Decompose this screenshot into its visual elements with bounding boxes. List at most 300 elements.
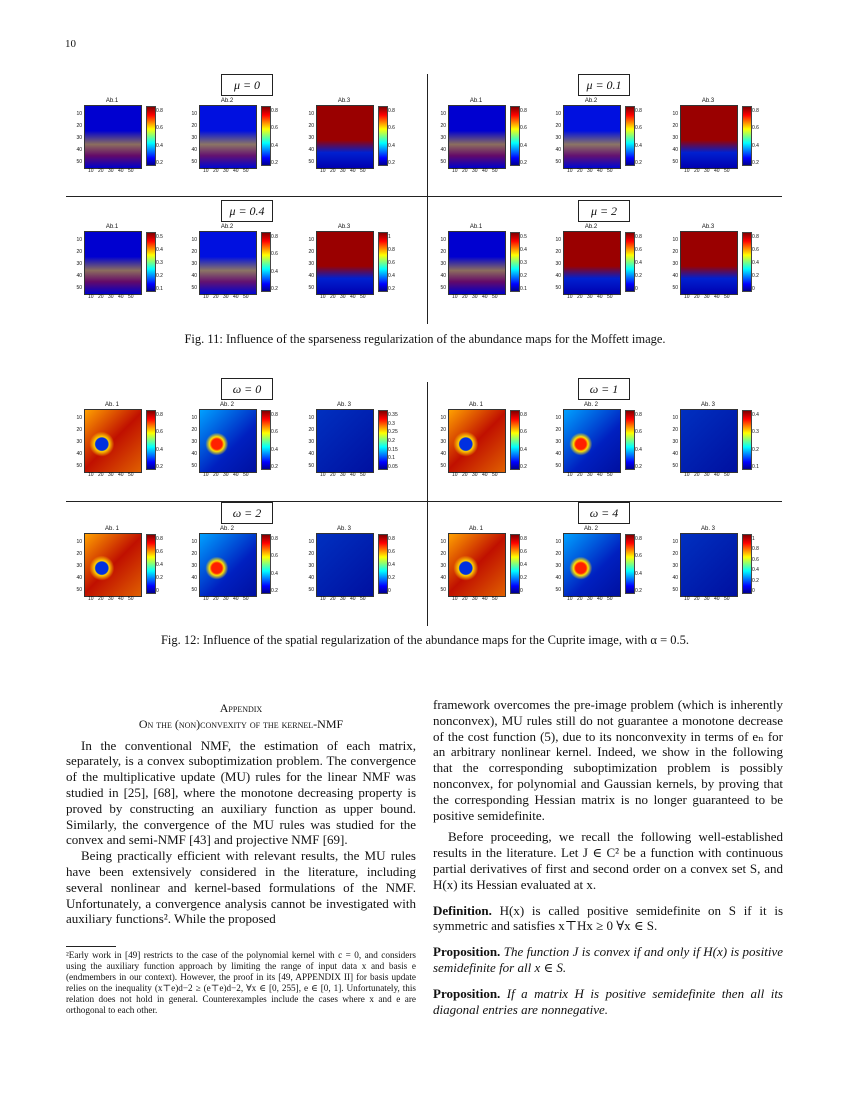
x-tick: 10 [203,596,209,602]
y-tick: 10 [440,111,446,117]
abundance-map [545,224,641,302]
colorbar-tick: 0 [156,588,159,594]
map-label: Ab.2 [220,98,234,104]
colorbar-tick: 0.4 [271,268,278,275]
x-tick: 40 [118,472,124,478]
y-tick: 40 [308,575,314,581]
map-label: Ab.2 [584,98,598,104]
colorbar-tick: 0.6 [635,429,642,436]
y-axis-ticks [302,409,314,471]
y-axis-ticks [549,533,561,595]
map-image [563,533,621,597]
colorbar-tick: 0 [520,588,523,594]
colorbar-ticks [752,534,762,592]
y-tick: 10 [440,237,446,243]
colorbar [146,410,156,470]
x-axis-ticks [680,168,736,174]
x-tick: 30 [340,294,346,300]
colorbar-tick: 0.4 [271,570,278,577]
proposition-2 [433,986,783,1018]
y-tick: 40 [672,147,678,153]
map-label: Ab. 3 [336,526,351,532]
x-tick: 40 [233,596,239,602]
colorbar-tick: 0.2 [388,438,395,444]
map-image [199,409,257,473]
map-label: Ab. 1 [104,526,119,532]
y-axis-ticks [434,409,446,471]
x-tick: 40 [118,294,124,300]
colorbar [378,410,388,470]
colorbar-tick: 0.3 [520,260,527,266]
x-tick: 50 [492,168,498,174]
x-tick: 10 [684,294,690,300]
abundance-map [430,402,526,480]
y-tick: 50 [308,159,314,165]
x-tick: 10 [684,168,690,174]
x-tick: 50 [607,596,613,602]
map-image [316,409,374,473]
colorbar-tick: 0.3 [752,429,759,436]
map-image [448,105,506,169]
proposition-2-body: If a matrix H is positive semidefinite then all its diagonal entries are nonnegative. [433,985,783,1017]
map-image [563,409,621,473]
colorbar-tick: 0.2 [156,464,163,470]
x-tick: 10 [88,168,94,174]
colorbar-tick: 0 [635,286,638,292]
colorbar-tick: 0.4 [156,446,163,453]
footnote-2: ²Early work in [49] restricts to the case of the polynomial kernel with c = 0, and considers using the auxiliary function approach by limiting the range of input data x and basis e (endmembers in our context). However, the proof in its [49, APPENDIX II] for basis update relies on the inequality (x⊤e)d−2 ≥ (e⊤e)d−2, ∀x ∈ [0, 255], e ∈ [0, 1]. Unfortunately, this relation does not hold in general. Counterexamples include the cases where x and e are orthogonal to each other. [66,950,416,1015]
y-tick: 50 [76,285,82,291]
y-axis-ticks [434,105,446,167]
y-tick: 40 [440,147,446,153]
map-image [199,105,257,169]
colorbar-tick: 0.2 [388,286,395,292]
x-tick: 20 [330,472,336,478]
y-tick: 50 [672,285,678,291]
colorbar-tick: 0.2 [520,160,527,166]
colorbar-tick: 0.8 [156,108,163,114]
y-tick: 20 [555,427,561,433]
colorbar-ticks [635,106,645,164]
colorbar-ticks [271,106,281,164]
y-tick: 30 [308,563,314,569]
map-label: Ab. 2 [219,526,234,532]
y-tick: 50 [191,587,197,593]
y-tick: 30 [191,439,197,445]
map-label: Ab.3 [701,224,715,230]
colorbar-tick: 1 [752,536,755,542]
y-tick: 50 [440,285,446,291]
x-tick: 10 [203,294,209,300]
x-tick: 30 [704,596,710,602]
y-tick: 50 [191,285,197,291]
map-image [84,231,142,295]
colorbar-tick: 0.2 [388,575,395,581]
x-tick: 20 [694,294,700,300]
figure-11-caption: Fig. 11: Influence of the sparseness regularization of the abundance maps for the Moffett image. [184,332,666,346]
y-tick: 10 [555,237,561,243]
colorbar-tick: 0.4 [271,142,278,149]
x-tick: 10 [684,472,690,478]
colorbar-tick: 0.5 [520,234,527,240]
colorbar-tick: 0.2 [156,273,163,279]
y-tick: 40 [440,273,446,279]
colorbar-tick: 0.4 [520,142,527,149]
colorbar-tick: 0 [388,588,391,594]
y-tick: 50 [440,463,446,469]
x-tick: 20 [213,596,219,602]
colorbar-ticks [520,534,530,592]
x-tick: 10 [203,168,209,174]
x-axis-ticks [84,294,140,300]
x-tick: 40 [482,472,488,478]
x-tick: 40 [233,168,239,174]
x-tick: 20 [694,472,700,478]
x-tick: 40 [597,168,603,174]
abundance-map [430,224,526,302]
y-tick: 30 [672,261,678,267]
colorbar-tick: 0.2 [156,160,163,166]
colorbar-tick: 0.4 [635,446,642,453]
x-tick: 50 [607,472,613,478]
colorbar-tick: 0.25 [388,429,398,436]
y-axis-ticks [185,105,197,167]
x-tick: 10 [320,472,326,478]
colorbar-tick: 0.6 [520,549,527,555]
x-tick: 30 [704,294,710,300]
y-tick: 30 [555,563,561,569]
x-tick: 50 [360,596,366,602]
colorbar-tick: 0.2 [635,464,642,470]
colorbar-tick: 0.4 [388,273,395,279]
y-tick: 30 [191,563,197,569]
y-tick: 20 [308,551,314,557]
x-axis-ticks [84,168,140,174]
colorbar-tick: 0.1 [752,464,759,470]
x-axis-ticks [680,294,736,300]
figure-12 [66,378,782,628]
colorbar-tick: 0.8 [635,108,642,114]
x-axis-ticks [199,294,255,300]
x-tick: 20 [577,596,583,602]
colorbar-tick: 0.4 [752,567,759,574]
map-label: Ab. 2 [583,526,598,532]
colorbar-tick: 0.4 [635,142,642,149]
map-image [680,533,738,597]
y-tick: 10 [440,539,446,545]
x-tick: 50 [724,168,730,174]
colorbar-tick: 0.6 [635,553,642,560]
panel-title: ω = 2 [221,502,273,524]
x-tick: 30 [587,472,593,478]
y-tick: 50 [672,159,678,165]
y-tick: 20 [672,427,678,433]
y-tick: 30 [191,261,197,267]
y-tick: 30 [440,563,446,569]
abundance-map [545,526,641,604]
y-tick: 50 [555,159,561,165]
x-tick: 10 [320,168,326,174]
colorbar-ticks [635,410,645,468]
page-number: 10 [65,38,76,50]
y-axis-ticks [70,105,82,167]
colorbar-tick: 0.15 [388,446,398,453]
colorbar-ticks [520,410,530,468]
colorbar-tick: 0.2 [520,273,527,279]
abundance-map [181,98,277,176]
y-tick: 30 [76,563,82,569]
colorbar-tick: 0.2 [635,160,642,166]
y-tick: 20 [308,123,314,129]
y-tick: 20 [440,427,446,433]
colorbar-tick: 0.8 [635,412,642,418]
abundance-map [430,526,526,604]
appendix-subtitle: On the (non)convexity of the kernel-NMF [138,716,344,731]
panel-title: μ = 2 [578,200,630,222]
x-tick: 10 [452,472,458,478]
x-tick: 40 [350,168,356,174]
colorbar-tick: 0.4 [520,562,527,568]
map-label: Ab.3 [337,224,351,230]
map-image [316,105,374,169]
x-tick: 50 [128,294,134,300]
abundance-map [181,224,277,302]
x-tick: 30 [223,472,229,478]
x-tick: 30 [108,168,114,174]
colorbar-tick: 0.2 [635,588,642,594]
colorbar [510,410,520,470]
definition-body: H(x) is called positive semidefinite on S if it is symmetric and satisfies x⊤Hx ≥ 0 ∀x ∈ S. [433,902,784,934]
y-tick: 50 [76,587,82,593]
x-tick: 40 [597,472,603,478]
colorbar-tick: 0.8 [156,536,163,542]
y-tick: 40 [191,451,197,457]
map-label: Ab. 2 [583,402,598,408]
colorbar [625,232,635,292]
map-label: Ab.3 [337,98,351,104]
colorbar-ticks [388,106,398,164]
y-axis-ticks [70,409,82,471]
x-tick: 10 [88,294,94,300]
x-tick: 40 [714,294,720,300]
abundance-map [181,526,277,604]
colorbar-tick: 0.6 [635,247,642,253]
y-tick: 10 [555,415,561,421]
x-tick: 40 [714,472,720,478]
left-column [66,701,416,927]
y-tick: 50 [672,463,678,469]
figure-12-caption: Fig. 12: Influence of the spatial regularization of the abundance maps for the Cuprite image, with α = 0.5. [160,633,690,647]
panel-title: μ = 0 [221,74,273,96]
panel-title: ω = 1 [578,378,630,400]
y-tick: 30 [76,135,82,141]
y-tick: 30 [555,135,561,141]
abundance-map [662,526,758,604]
colorbar-tick: 1 [388,234,391,240]
y-tick: 20 [555,249,561,255]
colorbar-tick: 0.8 [388,536,395,542]
abundance-map [298,526,394,604]
panel-title: μ = 0.4 [221,200,273,222]
y-tick: 20 [191,249,197,255]
x-tick: 20 [694,596,700,602]
y-tick: 10 [672,111,678,117]
y-tick: 10 [76,415,82,421]
y-axis-ticks [70,533,82,595]
x-tick: 10 [567,168,573,174]
paragraph-right-1: framework overcomes the pre-image problem (which is inherently nonconvex), MU rules still do not guarantee a monotone decrease of the cost function (5), due to its nonconvexity in terms of eₙ for an arbitrary nonlinear kernel. Indeed, we show in the following that the corresponding suboptimization problem is possibly nonconvex, for polynomial and Gaussian kernels, by proving that the corresponding Hessian matrix is no longer guaranteed to be positive semidefinite. [433,697,783,823]
x-tick: 50 [607,294,613,300]
y-tick: 30 [672,563,678,569]
y-tick: 40 [308,147,314,153]
y-tick: 40 [555,273,561,279]
y-tick: 30 [308,261,314,267]
x-tick: 10 [452,168,458,174]
x-tick: 40 [482,294,488,300]
colorbar-ticks [388,232,398,290]
y-tick: 20 [191,123,197,129]
abundance-map [662,224,758,302]
x-tick: 20 [577,168,583,174]
x-tick: 40 [350,472,356,478]
y-axis-ticks [70,231,82,293]
abundance-map [298,98,394,176]
y-tick: 20 [76,249,82,255]
x-tick: 30 [223,294,229,300]
right-column [433,697,783,1017]
abundance-map [66,402,162,480]
colorbar [742,410,752,470]
colorbar-tick: 0.8 [635,234,642,240]
colorbar-tick: 0.8 [752,108,759,114]
y-axis-ticks [549,105,561,167]
map-label: Ab.2 [220,224,234,230]
x-axis-ticks [563,596,619,602]
y-tick: 10 [672,415,678,421]
colorbar-tick: 0.8 [752,234,759,240]
colorbar-tick: 0.8 [388,108,395,114]
x-tick: 30 [472,294,478,300]
map-image [199,533,257,597]
y-tick: 40 [440,451,446,457]
y-axis-ticks [434,533,446,595]
colorbar-tick: 0.4 [520,446,527,453]
colorbar-tick: 0.4 [635,260,642,266]
colorbar-ticks [520,106,530,164]
colorbar-tick: 0.6 [520,125,527,132]
x-tick: 30 [472,596,478,602]
x-tick: 50 [492,294,498,300]
colorbar-ticks [752,106,762,164]
colorbar-tick: 0.6 [271,429,278,436]
colorbar-ticks [635,534,645,592]
colorbar-tick: 0.35 [388,412,398,418]
x-tick: 50 [360,168,366,174]
colorbar-tick: 0.4 [271,446,278,453]
abundance-map [66,98,162,176]
colorbar-tick: 0.6 [635,125,642,132]
map-image [448,231,506,295]
x-axis-ticks [199,596,255,602]
x-axis-ticks [199,168,255,174]
colorbar-tick: 0.6 [520,429,527,436]
y-tick: 40 [191,273,197,279]
y-tick: 30 [308,135,314,141]
colorbar-tick: 0.2 [271,286,278,292]
colorbar-ticks [156,106,166,164]
y-tick: 10 [308,415,314,421]
definition-head: Definition. [433,902,492,918]
colorbar-tick: 0.3 [156,260,163,266]
colorbar [146,534,156,594]
colorbar-tick: 0.8 [520,108,527,114]
x-tick: 50 [492,472,498,478]
x-tick: 40 [118,168,124,174]
y-tick: 20 [191,427,197,433]
y-tick: 10 [555,111,561,117]
y-tick: 20 [76,427,82,433]
y-tick: 10 [555,539,561,545]
y-axis-ticks [185,533,197,595]
map-label: Ab. 1 [468,526,483,532]
x-tick: 50 [492,596,498,602]
colorbar-tick: 0.2 [635,273,642,279]
colorbar-tick: 0.4 [752,142,759,149]
y-tick: 20 [672,551,678,557]
colorbar-tick: 0.2 [271,588,278,594]
x-tick: 10 [452,294,458,300]
x-tick: 30 [108,294,114,300]
x-tick: 50 [724,294,730,300]
colorbar-tick: 0.8 [635,536,642,542]
map-label: Ab.1 [469,224,483,230]
y-tick: 10 [76,111,82,117]
colorbar-tick: 0.8 [271,536,278,542]
colorbar-tick: 0.6 [156,549,163,555]
colorbar-tick: 0.2 [752,577,759,584]
x-tick: 20 [98,596,104,602]
y-axis-ticks [549,409,561,471]
y-axis-ticks [185,409,197,471]
y-tick: 40 [672,273,678,279]
x-tick: 30 [587,596,593,602]
colorbar-tick: 0.1 [520,286,527,292]
map-image [84,105,142,169]
colorbar-tick: 0.2 [752,446,759,453]
colorbar-ticks [156,232,166,290]
x-axis-ticks [563,168,619,174]
proposition-2-head: Proposition. [433,985,501,1001]
x-tick: 20 [98,472,104,478]
colorbar-tick: 0.6 [752,125,759,132]
map-label: Ab. 2 [219,402,234,408]
y-tick: 10 [308,539,314,545]
x-axis-ticks [448,168,504,174]
x-tick: 20 [694,168,700,174]
y-tick: 50 [555,587,561,593]
y-tick: 50 [308,463,314,469]
x-tick: 40 [233,294,239,300]
x-tick: 20 [330,294,336,300]
x-tick: 50 [360,294,366,300]
x-tick: 20 [577,294,583,300]
x-tick: 40 [118,596,124,602]
colorbar-tick: 0.6 [752,556,759,563]
colorbar-ticks [388,534,398,592]
colorbar-tick: 0.4 [156,142,163,149]
x-axis-ticks [199,472,255,478]
x-axis-ticks [84,472,140,478]
